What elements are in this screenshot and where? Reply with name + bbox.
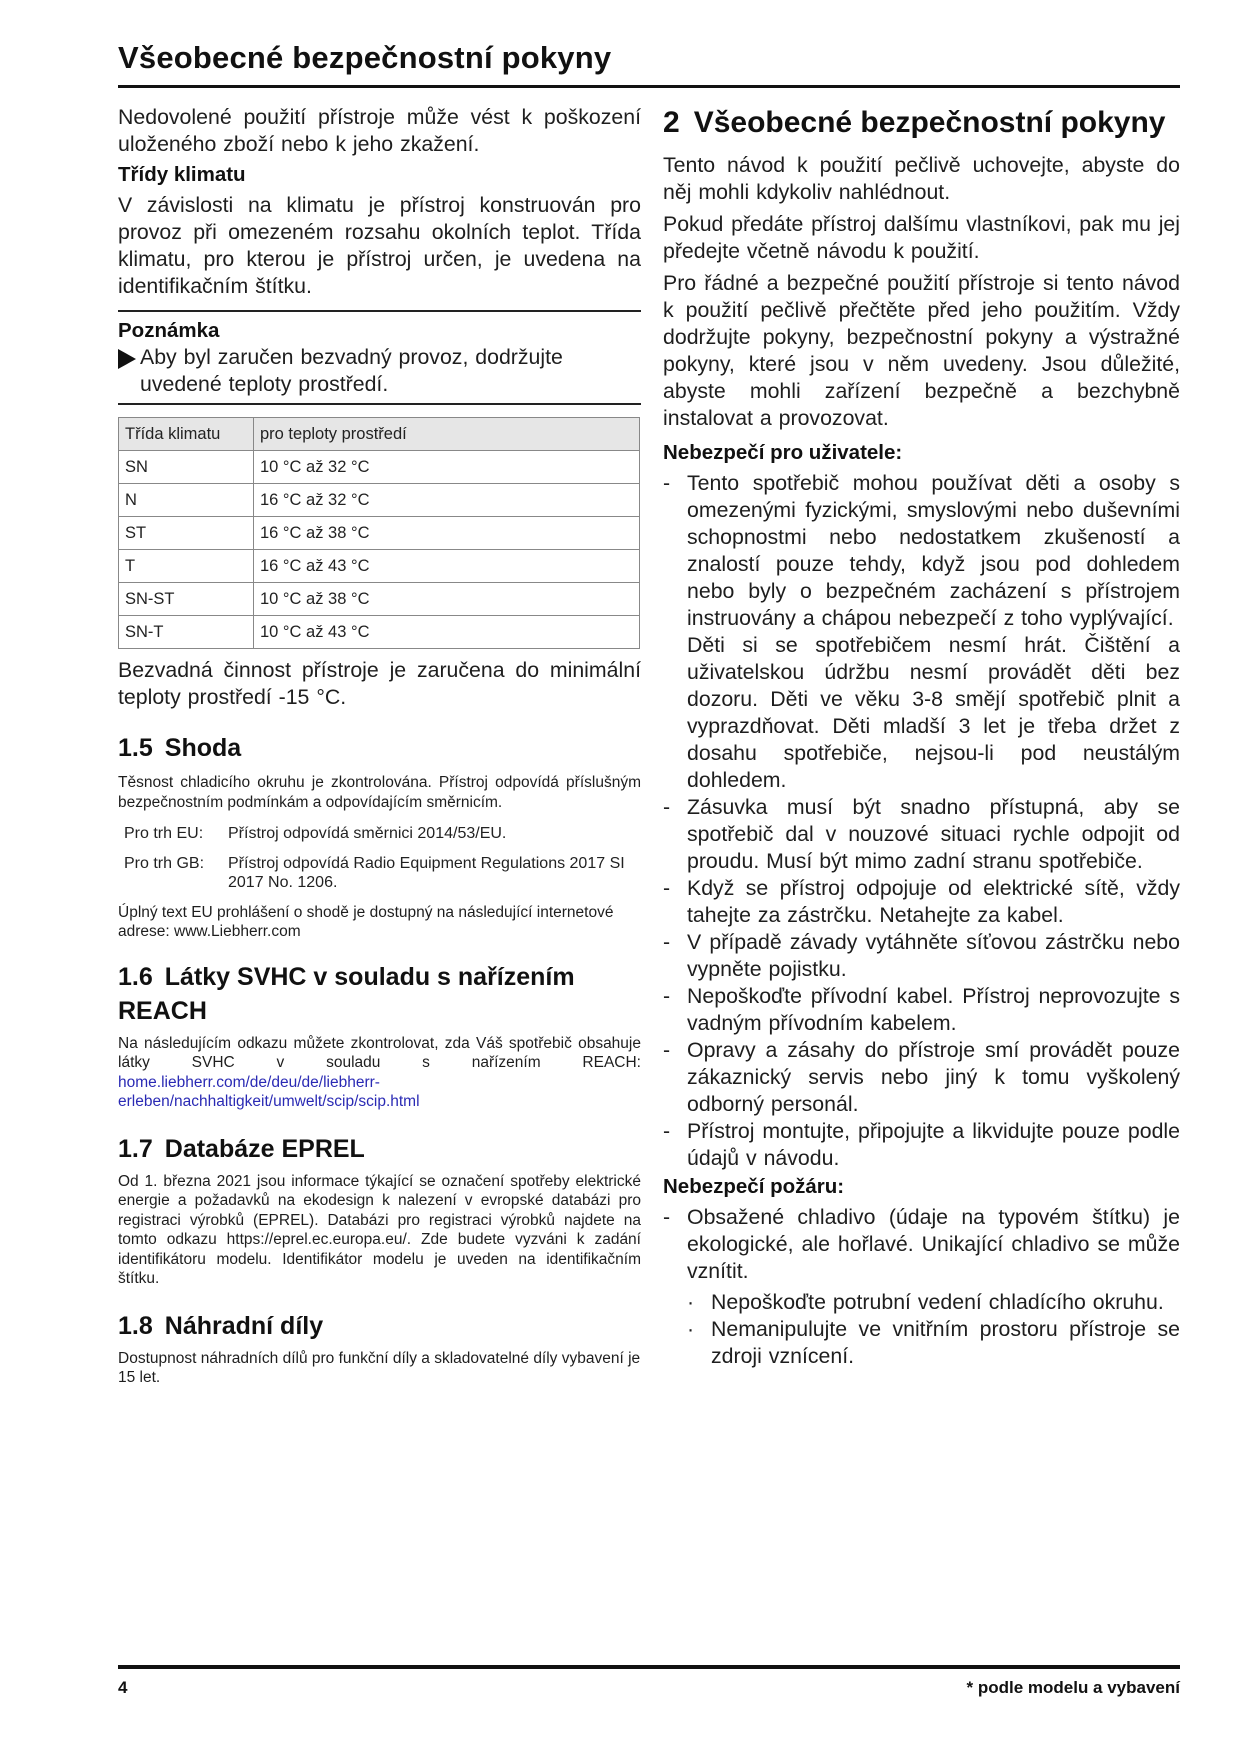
triangle-right-icon bbox=[118, 349, 136, 369]
dash-bullet-icon: - bbox=[663, 930, 671, 954]
table-cell-range: 10 °C až 32 °C bbox=[254, 451, 640, 484]
table-row bbox=[119, 517, 640, 550]
section-number: 1.7 bbox=[118, 1134, 153, 1163]
list-item-text: Přístroj montujte, připojujte a likvidujte pouze podle údajů v návodu. bbox=[687, 1119, 1180, 1170]
note-heading: Poznámka bbox=[118, 319, 220, 342]
eu-market-value: Přístroj odpovídá směrnici 2014/53/EU. bbox=[228, 825, 507, 842]
section-1-7-heading bbox=[118, 1132, 641, 1166]
table-cell-class: N bbox=[119, 484, 254, 517]
list-item bbox=[663, 875, 1180, 929]
dash-bullet-icon: - bbox=[663, 795, 671, 819]
section-2-heading bbox=[663, 104, 1180, 142]
user-danger-list bbox=[663, 470, 1180, 1172]
section-number: 1.6 bbox=[118, 962, 153, 991]
list-item bbox=[663, 1118, 1180, 1172]
table-header-climate-class: Třída klimatu bbox=[119, 418, 254, 451]
table-row bbox=[119, 451, 640, 484]
table-header-ambient-temp: pro teploty prostředí bbox=[254, 418, 640, 451]
svhc-link[interactable]: home.liebherr.com/de/deu/de/liebherr-erleben/nachhaltigkeit/umwelt/scip/scip.html bbox=[118, 1073, 420, 1110]
section-title: Látky SVHC v souladu s nařízením REACH bbox=[118, 962, 575, 1025]
note-text: Aby byl zaručen bezvadný provoz, dodržujte uvedené teploty prostředí. bbox=[140, 345, 563, 396]
list-item-continuation: Děti si se spotřebičem nesmí hrát. Čištění a uživatelskou údržbu nesmí provádět děti bez dozoru. Děti ve věku 3-8 smějí spotřebič plnit a vyprazdňovat. Děti mladší 3 let je třeba držet z dosahu spotřebiče, nejsou-li pod neustálým dohledem. bbox=[687, 633, 1180, 792]
intro-paragraph: Nedovolené použití přístroje může vést k poškození uloženého zboží nebo k jeho zkažení. bbox=[118, 105, 641, 156]
page-title: Všeobecné bezpečnostní pokyny bbox=[118, 40, 612, 75]
gb-market-label: Pro trh GB: bbox=[124, 854, 205, 872]
left-column bbox=[118, 100, 641, 1388]
spare-parts-text: Dostupnost náhradních dílů pro funkční díly a skladovatelné díly vybavení je 15 let. bbox=[118, 1349, 641, 1386]
section-1-6-heading bbox=[118, 960, 641, 1028]
section-title: Shoda bbox=[164, 734, 242, 762]
section-number: 1.5 bbox=[118, 734, 153, 762]
table-row bbox=[119, 484, 640, 517]
table-cell-class: SN bbox=[119, 451, 254, 484]
dot-bullet-icon: · bbox=[687, 1317, 695, 1341]
sub-list-item bbox=[663, 1316, 1180, 1370]
climate-classes-text: V závislosti na klimatu je přístroj konstruován pro provoz při omezeném rozsahu okolních teplot. Třída klimatu, pro kterou je přístroj určen, je uvedena na identifikačním štítku. bbox=[118, 193, 641, 298]
list-item-text: Zásuvka musí být snadno přístupná, aby se spotřebič dal v nouzové situaci rychle odpojit od proudu. Musí být mimo zadní stranu spotřebiče. bbox=[687, 795, 1180, 873]
list-item-text: V případě závady vytáhněte síťovou zástrčku nebo vypněte pojistku. bbox=[687, 930, 1180, 981]
table-cell-range: 10 °C až 38 °C bbox=[254, 583, 640, 616]
climate-classes-heading: Třídy klimatu bbox=[118, 163, 246, 186]
svhc-text bbox=[118, 1034, 641, 1112]
section-title: Databáze EPREL bbox=[164, 1134, 365, 1163]
footer-divider bbox=[118, 1665, 1180, 1669]
list-item-text: Opravy a zásahy do přístroje smí provádět pouze zákaznický servis nebo jiný k tomu vyškolený odborný personál. bbox=[687, 1038, 1180, 1116]
dash-bullet-icon: - bbox=[663, 1119, 671, 1143]
sub-list-item-text: Nepoškoďte potrubní vedení chladícího okruhu. bbox=[711, 1290, 1164, 1314]
section-1-8-heading bbox=[118, 1309, 641, 1343]
table-cell-class: T bbox=[119, 550, 254, 583]
list-item bbox=[663, 794, 1180, 875]
table-cell-class: SN-T bbox=[119, 616, 254, 649]
note-top-divider bbox=[118, 310, 641, 312]
dash-bullet-icon: - bbox=[663, 1205, 671, 1229]
section-title: Všeobecné bezpečnostní pokyny bbox=[693, 106, 1166, 139]
section-number: 1.8 bbox=[118, 1311, 153, 1340]
keep-manual-paragraph: Tento návod k použití pečlivě uchovejte, abyste do něj mohli kdykoliv nahlédnout. bbox=[663, 153, 1180, 204]
min-temp-paragraph: Bezvadná činnost přístroje je zaručena do minimální teploty prostředí -15 °C. bbox=[118, 658, 641, 709]
table-cell-range: 16 °C až 38 °C bbox=[254, 517, 640, 550]
list-item bbox=[663, 929, 1180, 983]
fire-danger-list bbox=[663, 1204, 1180, 1285]
dash-bullet-icon: - bbox=[663, 984, 671, 1008]
user-danger-heading: Nebezpečí pro uživatele: bbox=[663, 441, 903, 464]
page-number: 4 bbox=[118, 1678, 128, 1697]
table-cell-range: 16 °C až 43 °C bbox=[254, 550, 640, 583]
svhc-text-body: Na následujícím odkazu můžete zkontrolovat, zda Váš spotřebič obsahuje látky SVHC v souladu s nařízením REACH: bbox=[118, 1034, 641, 1071]
note-item bbox=[118, 344, 641, 398]
table-cell-class: SN-ST bbox=[119, 583, 254, 616]
conformity-text: Těsnost chladicího okruhu je zkontrolována. Přístroj odpovídá příslušným bezpečnostním podmínkám a odpovídajícím směrnicím. bbox=[118, 774, 641, 811]
list-item bbox=[663, 470, 1180, 794]
list-item bbox=[663, 1037, 1180, 1118]
dash-bullet-icon: - bbox=[663, 471, 671, 495]
dash-bullet-icon: - bbox=[663, 876, 671, 900]
pass-on-paragraph: Pokud předáte přístroj dalšímu vlastníkovi, pak mu jej předejte včetně návodu k použití. bbox=[663, 212, 1180, 263]
eu-declaration-text: Úplný text EU prohlášení o shodě je dostupný na následující internetové adrese: www.Liebherr.com bbox=[118, 903, 614, 940]
list-item-text: Obsažené chladivo (údaje na typovém štítku) je ekologické, ale hořlavé. Unikající chladivo se může vznítit. bbox=[687, 1205, 1180, 1283]
list-item-text: Tento spotřebič mohou používat děti a osoby s omezenými fyzickými, smyslovými nebo duševními schopnostmi nebo nedostatkem zkušeností a znalostí pouze tehdy, když jsou pod dohledem nebo byly o bezpečném zacházení s přístrojem instruovány a chápou nebezpečí z toho vyplývající. bbox=[687, 471, 1180, 630]
table-header-row bbox=[119, 418, 640, 451]
note-bottom-divider bbox=[118, 403, 641, 405]
section-title: Náhradní díly bbox=[164, 1311, 324, 1340]
table-row bbox=[119, 550, 640, 583]
fire-danger-heading: Nebezpečí požáru: bbox=[663, 1175, 845, 1198]
fire-danger-sublist bbox=[663, 1289, 1180, 1370]
table-cell-range: 10 °C až 43 °C bbox=[254, 616, 640, 649]
section-number: 2 bbox=[663, 106, 680, 139]
table-cell-class: ST bbox=[119, 517, 254, 550]
gb-market-row bbox=[118, 854, 641, 893]
dot-bullet-icon: · bbox=[687, 1290, 695, 1314]
right-column bbox=[663, 100, 1180, 1370]
table-row bbox=[119, 616, 640, 649]
eu-market-label: Pro trh EU: bbox=[124, 825, 204, 842]
list-item-text: Nepoškoďte přívodní kabel. Přístroj neprovozujte s vadným přívodním kabelem. bbox=[687, 984, 1180, 1035]
eprel-text: Od 1. března 2021 jsou informace týkající se označení spotřeby elektrické energie a požadavků na ekodesign k nalezení v evropské databázi pro registraci výrobků (EPREL). Databázi pro registraci výrobků najdete na tomto odkazu https://eprel.ec.europa.eu/. Zde budete vyzváni k zadání identifikátoru modelu. Identifikátor modelu je uveden na identifikačním štítku. bbox=[118, 1172, 641, 1287]
climate-class-table bbox=[118, 417, 640, 649]
gb-market-value: Přístroj odpovídá Radio Equipment Regulations 2017 SI 2017 No. 1206. bbox=[228, 854, 625, 891]
dash-bullet-icon: - bbox=[663, 1038, 671, 1062]
sub-list-item-text: Nemanipulujte ve vnitřním prostoru přístroje se zdroji vznícení. bbox=[711, 1317, 1180, 1368]
section-1-5-heading bbox=[118, 731, 641, 765]
eu-market-row bbox=[118, 824, 641, 844]
header-divider bbox=[118, 85, 1180, 88]
page-header bbox=[118, 38, 1180, 78]
list-item-text: Když se přístroj odpojuje od elektrické sítě, vždy tahejte za zástrčku. Netahejte za kabel. bbox=[687, 876, 1180, 927]
list-item bbox=[663, 983, 1180, 1037]
table-cell-range: 16 °C až 32 °C bbox=[254, 484, 640, 517]
read-manual-paragraph: Pro řádné a bezpečné použití přístroje si tento návod k použití pečlivě přečtěte před jeho použitím. Vždy dodržujte pokyny, bezpečnostní pokyny a výstražné pokyny, které jsou v něm uvedeny. Jsou důležité, abyste mohli zařízení bezpečně a bezchybně instalovat a provozovat. bbox=[663, 271, 1180, 430]
table-row bbox=[119, 583, 640, 616]
footer-note: * podle modelu a vybavení bbox=[966, 1678, 1180, 1697]
sub-list-item bbox=[663, 1289, 1180, 1316]
list-item bbox=[663, 1204, 1180, 1285]
